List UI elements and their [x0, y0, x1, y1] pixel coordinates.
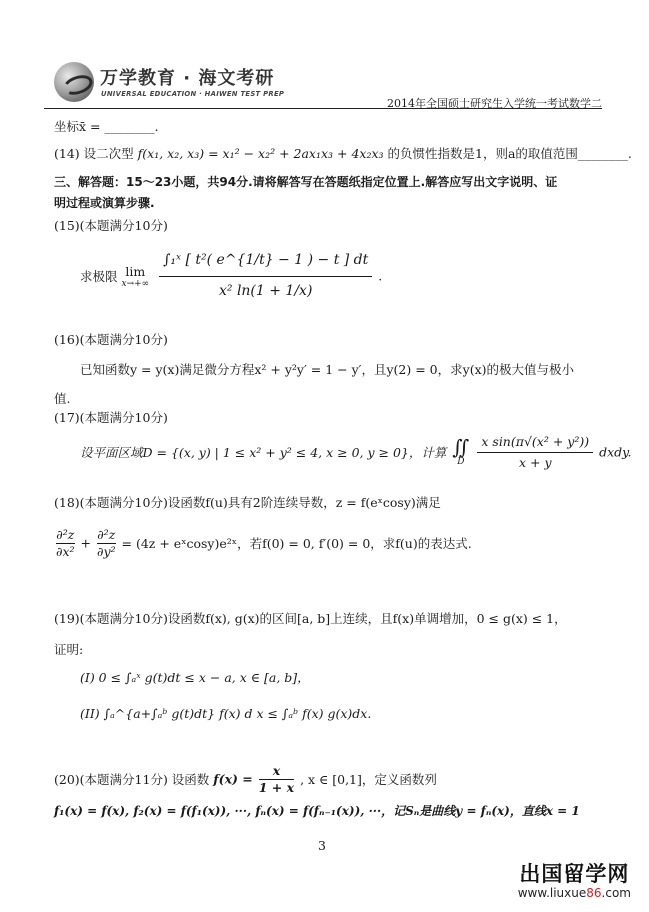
q14-text-before: 设二次型 [83, 146, 134, 161]
q17-header: (17)(本题满分10分) [54, 410, 168, 425]
q17-text: 设平面区域D = {(x, y) | 1 ≤ x² + y² ≤ 4, x ≥ 0, y ≥ 0}，计算 [80, 445, 447, 461]
q18-equation: $\frac{\text{∂²z}}{\text{∂x²}}$ + $\frac{\text{∂²z}}{\text{∂y²}}$ = (4z + eˣcosy)e²ˣ，若f(0) = 0, f′(0) = 0，求f(u)的表达式. [56, 527, 472, 559]
watermark-url-part-a: www.liuxue [517, 886, 587, 900]
q18-d2z-dy2-denominator: ∂y² [96, 543, 116, 559]
q20-line2: f₁(x) = f(x), f₂(x) = f(f₁(x)), ···, fₙ(x) = f(fₙ₋₁(x)), ···，记Sₙ是曲线y = fₙ(x)，直线x = 1 [54, 804, 580, 818]
q13-tail: 坐标x̄ = ________. [54, 119, 159, 134]
section-3-instructions-line2: 明过程或演算步骤. [54, 196, 155, 210]
watermark-url-part-b: 86 [586, 886, 602, 900]
header-divider [44, 108, 602, 109]
question-14 [54, 144, 632, 162]
q20-header-line [54, 763, 437, 795]
watermark-site-name: 出国留学网 [519, 862, 630, 886]
site-watermark [518, 858, 631, 900]
q15-header: (15)(本题满分10分) [54, 218, 168, 233]
q16-header: (16)(本题满分10分) [54, 332, 168, 347]
q15-numerator: ∫₁ˣ [ t²( e^{1/t} − 1 ) − t ] dt [163, 252, 369, 268]
q15-limit-expression: 求极限 lim x→+∞ $\frac{\text{∫₁ˣ [ t²( e\textasciicircum{}\{1/t\} − 1 ) − t ] dt}}{\text{x² ln(1 + 1/x)}}$ . [80, 246, 382, 306]
q20-f-denominator: 1 + x [258, 779, 295, 795]
watermark-url [518, 886, 631, 900]
q19-part1: (I) 0 ≤ ∫ₐˣ g(t)dt ≤ x − a, x ∈ [a, b]， [80, 670, 310, 685]
q17-expression [80, 432, 632, 472]
page-number: 3 [318, 838, 326, 853]
q19-part2: (II) ∫ₐ^{a+∫ₐᵇ g(t)dt} f(x) d x ≤ ∫ₐᵇ f(x) g(x)dx. [80, 706, 372, 721]
q20-header: (20)(本题满分11分) 设函数 [54, 772, 210, 788]
q20-f-numerator: x [272, 763, 281, 778]
logo-name: 万学教育 · 海文考研 [100, 68, 275, 89]
watermark-url-part-c: .com [601, 886, 631, 900]
q18-d2z-dx2-numerator: ∂²z [56, 527, 75, 542]
q17-integrand-numerator: x sin(π√(x² + y²)) [481, 434, 590, 449]
q17-integrand-denominator: x + y [477, 452, 593, 473]
logo-tagline: UNIVERSAL EDUCATION · HAIWEN TEST PREP [101, 90, 285, 98]
q20-f-tail: , x ∈ [0,1]，定义函数列 [300, 772, 437, 788]
q20-f-lhs: f(x) = [213, 771, 253, 787]
q18-d2z-dy2-numerator: ∂²z [97, 527, 116, 542]
q19-header-line: (19)(本题满分10分)设函数f(x), g(x)的区间[a, b]上连续，且f(x)单调增加，0 ≤ g(x) ≤ 1， [54, 611, 567, 626]
q18-equation-tail: = (4z + eˣcosy)e²ˣ，若f(0) = 0, f′(0) = 0，求f(u)的表达式. [121, 536, 472, 552]
q14-text-after: 的负惯性指数是1，则a的取值范围________. [387, 146, 632, 161]
exam-title: 2014年全国硕士研究生入学统一考试数学二 [387, 97, 602, 110]
q18-d2z-dx2-denominator: ∂x² [56, 543, 75, 559]
q16-line1: 已知函数y = y(x)满足微分方程x² + y²y′ = 1 − y′，且y(2) = 0，求y(x)的极大值与极小 [80, 362, 575, 377]
q17-integral-tail: dxdy. [599, 444, 632, 460]
q15-prefix: 求极限 [80, 269, 118, 284]
publisher-logo [54, 58, 285, 108]
q14-formula: f(x₁, x₂, x₃) = x₁² − x₂² + 2ax₁x₃ + 4x₂x₃ [137, 146, 384, 161]
double-integral-symbol: ∬ [452, 435, 470, 460]
section-3-instructions-line1: 三、解答题：15～23小题，共94分.请将解答写在答题纸指定位置上.解答应写出文字说明、证 [54, 175, 558, 189]
q16-line2: 值. [54, 391, 71, 406]
q14-number: (14) [54, 146, 80, 161]
q15-lim: lim [125, 263, 146, 279]
q18-header-line: (18)(本题满分10分)设函数f(u)具有2阶连续导数，z = f(eˣcosy)满足 [54, 495, 441, 510]
q17-domain-subscript: D [457, 457, 465, 468]
logo-emblem-icon [54, 62, 94, 102]
q19-proof-label: 证明: [54, 642, 84, 657]
q15-denominator: x² ln(1 + 1/x) [159, 276, 372, 307]
q15-lim-subscript: x→+∞ [121, 278, 150, 289]
